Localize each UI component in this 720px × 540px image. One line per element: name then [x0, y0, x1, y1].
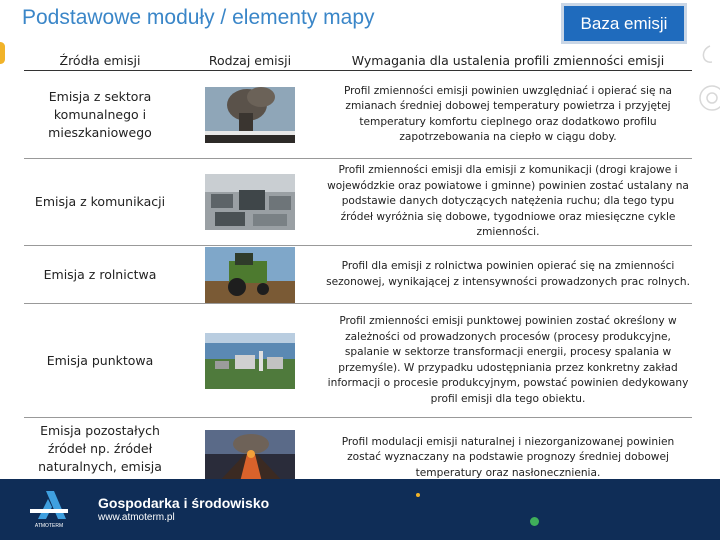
- image-cell: [176, 304, 324, 418]
- table-header-row: [24, 50, 692, 71]
- column-header-type: Rodzaj emisji: [176, 50, 324, 71]
- image-cell: [176, 159, 324, 246]
- source-cell: Emisja z komunikacji: [24, 159, 176, 246]
- accent-dot: [530, 517, 539, 526]
- decorative-doodle-icon: [690, 40, 720, 120]
- column-header-requirements: Wymagania dla ustalenia profili zmienności emisji: [324, 50, 692, 71]
- source-cell: Emisja punktowa: [24, 304, 176, 418]
- table-row: [24, 71, 692, 159]
- page-title: Podstawowe moduły / elementy mapy: [22, 6, 375, 29]
- tractor-photo: [205, 247, 295, 303]
- footer: [0, 479, 720, 540]
- source-cell: Emisja z rolnictwa: [24, 246, 176, 304]
- emission-table: [24, 50, 692, 498]
- table-row: [24, 246, 692, 304]
- svg-text:ATMOTERM: ATMOTERM: [34, 523, 64, 529]
- table-row: [24, 159, 692, 246]
- requirement-cell: Profil zmienności emisji powinien uwzględniać i opierać się na zmianach średniej dobowej temperatury powietrza i przyjętej temperatury komfortu cieplnego oraz dodatkowo profilu zapotrzebowania na ciepło w ciągu doby.: [324, 71, 692, 159]
- requirement-cell: Profil zmienności emisji dla emisji z komunikacji (drogi krajowe i wojewódzkie oraz powiatowe i gminne) powinien zostać ustalany na podstawie danych dotyczących natężenia ruchu; dla tego typu źródeł wyróżnia się dobowe, tygodniowe oraz miesięczne cykle zmienności.: [324, 159, 692, 246]
- source-cell: Emisja z sektora komunalnego i mieszkaniowego: [24, 71, 176, 159]
- volcano-photo: [205, 430, 295, 486]
- chimney-smoke-photo: [205, 87, 295, 143]
- image-cell: [176, 71, 324, 159]
- accent-dot: [416, 493, 420, 497]
- image-cell: [176, 246, 324, 304]
- footer-brand: Gospodarka i środowisko: [98, 495, 270, 511]
- table-row: [24, 304, 692, 418]
- source-cell: Emisja pozostałych źródeł np. źródeł naturalnych, emisja: [38, 423, 162, 474]
- requirement-cell: Profil zmienności emisji punktowej powinien zostać określony w zależności od prowadzonych procesów (procesy produkcyjne, spalanie w sektorze transformacji energii, procesy spalania w przemyśle). W przypadku udostępniania przez konkretny zakład informacji o procesie produkcyjnym, powstać powinien dedykowany profil emisji dla tego obiektu.: [324, 304, 692, 418]
- traffic-photo: [205, 174, 295, 230]
- requirement-cell: Profil modulacji emisji naturalnej i niezorganizowanej powinien zostać wyznaczany na podstawie prognozy średniej dobowej temperatury oraz nasłonecznienia.: [341, 435, 675, 479]
- atmoterm-logo-icon: [28, 489, 70, 529]
- requirement-cell: Profil dla emisji z rolnictwa powinien opierać się na zmienności sezonowej, wynikającej z intensywności prowadzonych prac rolnych.: [324, 246, 692, 304]
- accent-dot: [0, 42, 5, 64]
- power-plant-photo: [205, 333, 295, 389]
- section-badge: Baza emisji: [561, 3, 687, 44]
- column-header-sources: Źródła emisji: [24, 50, 176, 71]
- footer-url[interactable]: www.atmoterm.pl: [98, 512, 175, 523]
